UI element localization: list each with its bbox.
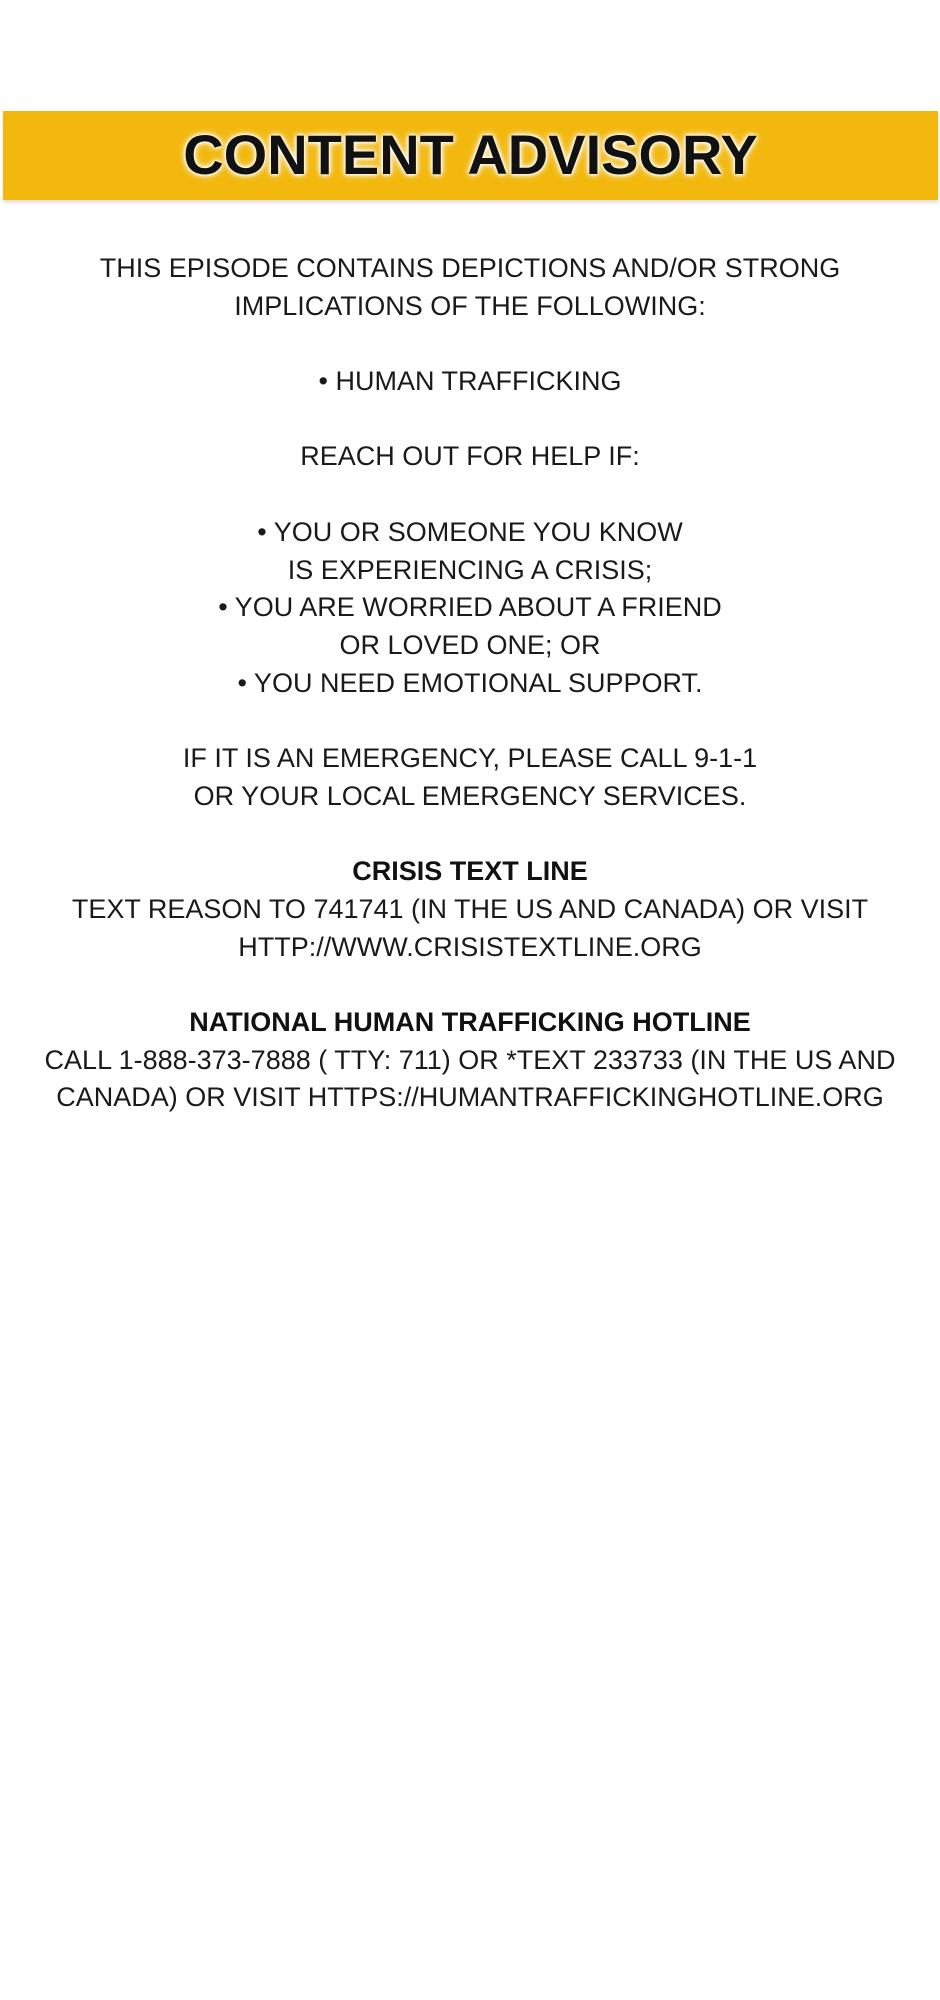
- spacer: [0, 476, 940, 514]
- spacer: [0, 815, 940, 853]
- spacer: [0, 702, 940, 740]
- help-line: • YOU ARE WORRIED ABOUT A FRIEND: [218, 592, 722, 623]
- trafficking-hotline-line-2[interactable]: CANADA) OR VISIT HTTPS://HUMANTRAFFICKINGHOTLINE.ORG: [56, 1082, 884, 1113]
- spacer: [0, 401, 940, 439]
- help-heading: REACH OUT FOR HELP IF:: [300, 441, 640, 472]
- emergency-line-1: IF IT IS AN EMERGENCY, PLEASE CALL 9-1-1: [182, 743, 758, 774]
- help-line: IS EXPERIENCING A CRISIS;: [287, 554, 653, 585]
- emergency-line-2: OR YOUR LOCAL EMERGENCY SERVICES.: [193, 780, 747, 811]
- spacer: [0, 966, 940, 1004]
- trafficking-hotline-line-1: CALL 1-888-373-7888 ( TTY: 711) OR *TEXT 233733 (IN THE US AND: [44, 1044, 896, 1075]
- advisory-body: [0, 250, 940, 1117]
- help-line: • YOU NEED EMOTIONAL SUPPORT.: [237, 667, 703, 698]
- topic-item: • HUMAN TRAFFICKING: [318, 366, 622, 397]
- crisis-text-line-url[interactable]: HTTP://WWW.CRISISTEXTLINE.ORG: [238, 931, 702, 962]
- spacer: [0, 325, 940, 363]
- trafficking-hotline-title: NATIONAL HUMAN TRAFFICKING HOTLINE: [189, 1006, 751, 1037]
- help-line: • YOU OR SOMEONE YOU KNOW: [257, 516, 683, 547]
- crisis-text-line-title: CRISIS TEXT LINE: [352, 856, 588, 887]
- intro-line-2: IMPLICATIONS OF THE FOLLOWING:: [234, 290, 706, 321]
- crisis-text-line-line-1: TEXT REASON TO 741741 (IN THE US AND CANADA) OR VISIT: [71, 893, 869, 924]
- content-advisory-banner: [3, 111, 938, 200]
- intro-line-1: THIS EPISODE CONTAINS DEPICTIONS AND/OR STRONG: [99, 253, 841, 283]
- banner-title: CONTENT ADVISORY: [183, 123, 758, 186]
- help-line: OR LOVED ONE; OR: [339, 629, 601, 660]
